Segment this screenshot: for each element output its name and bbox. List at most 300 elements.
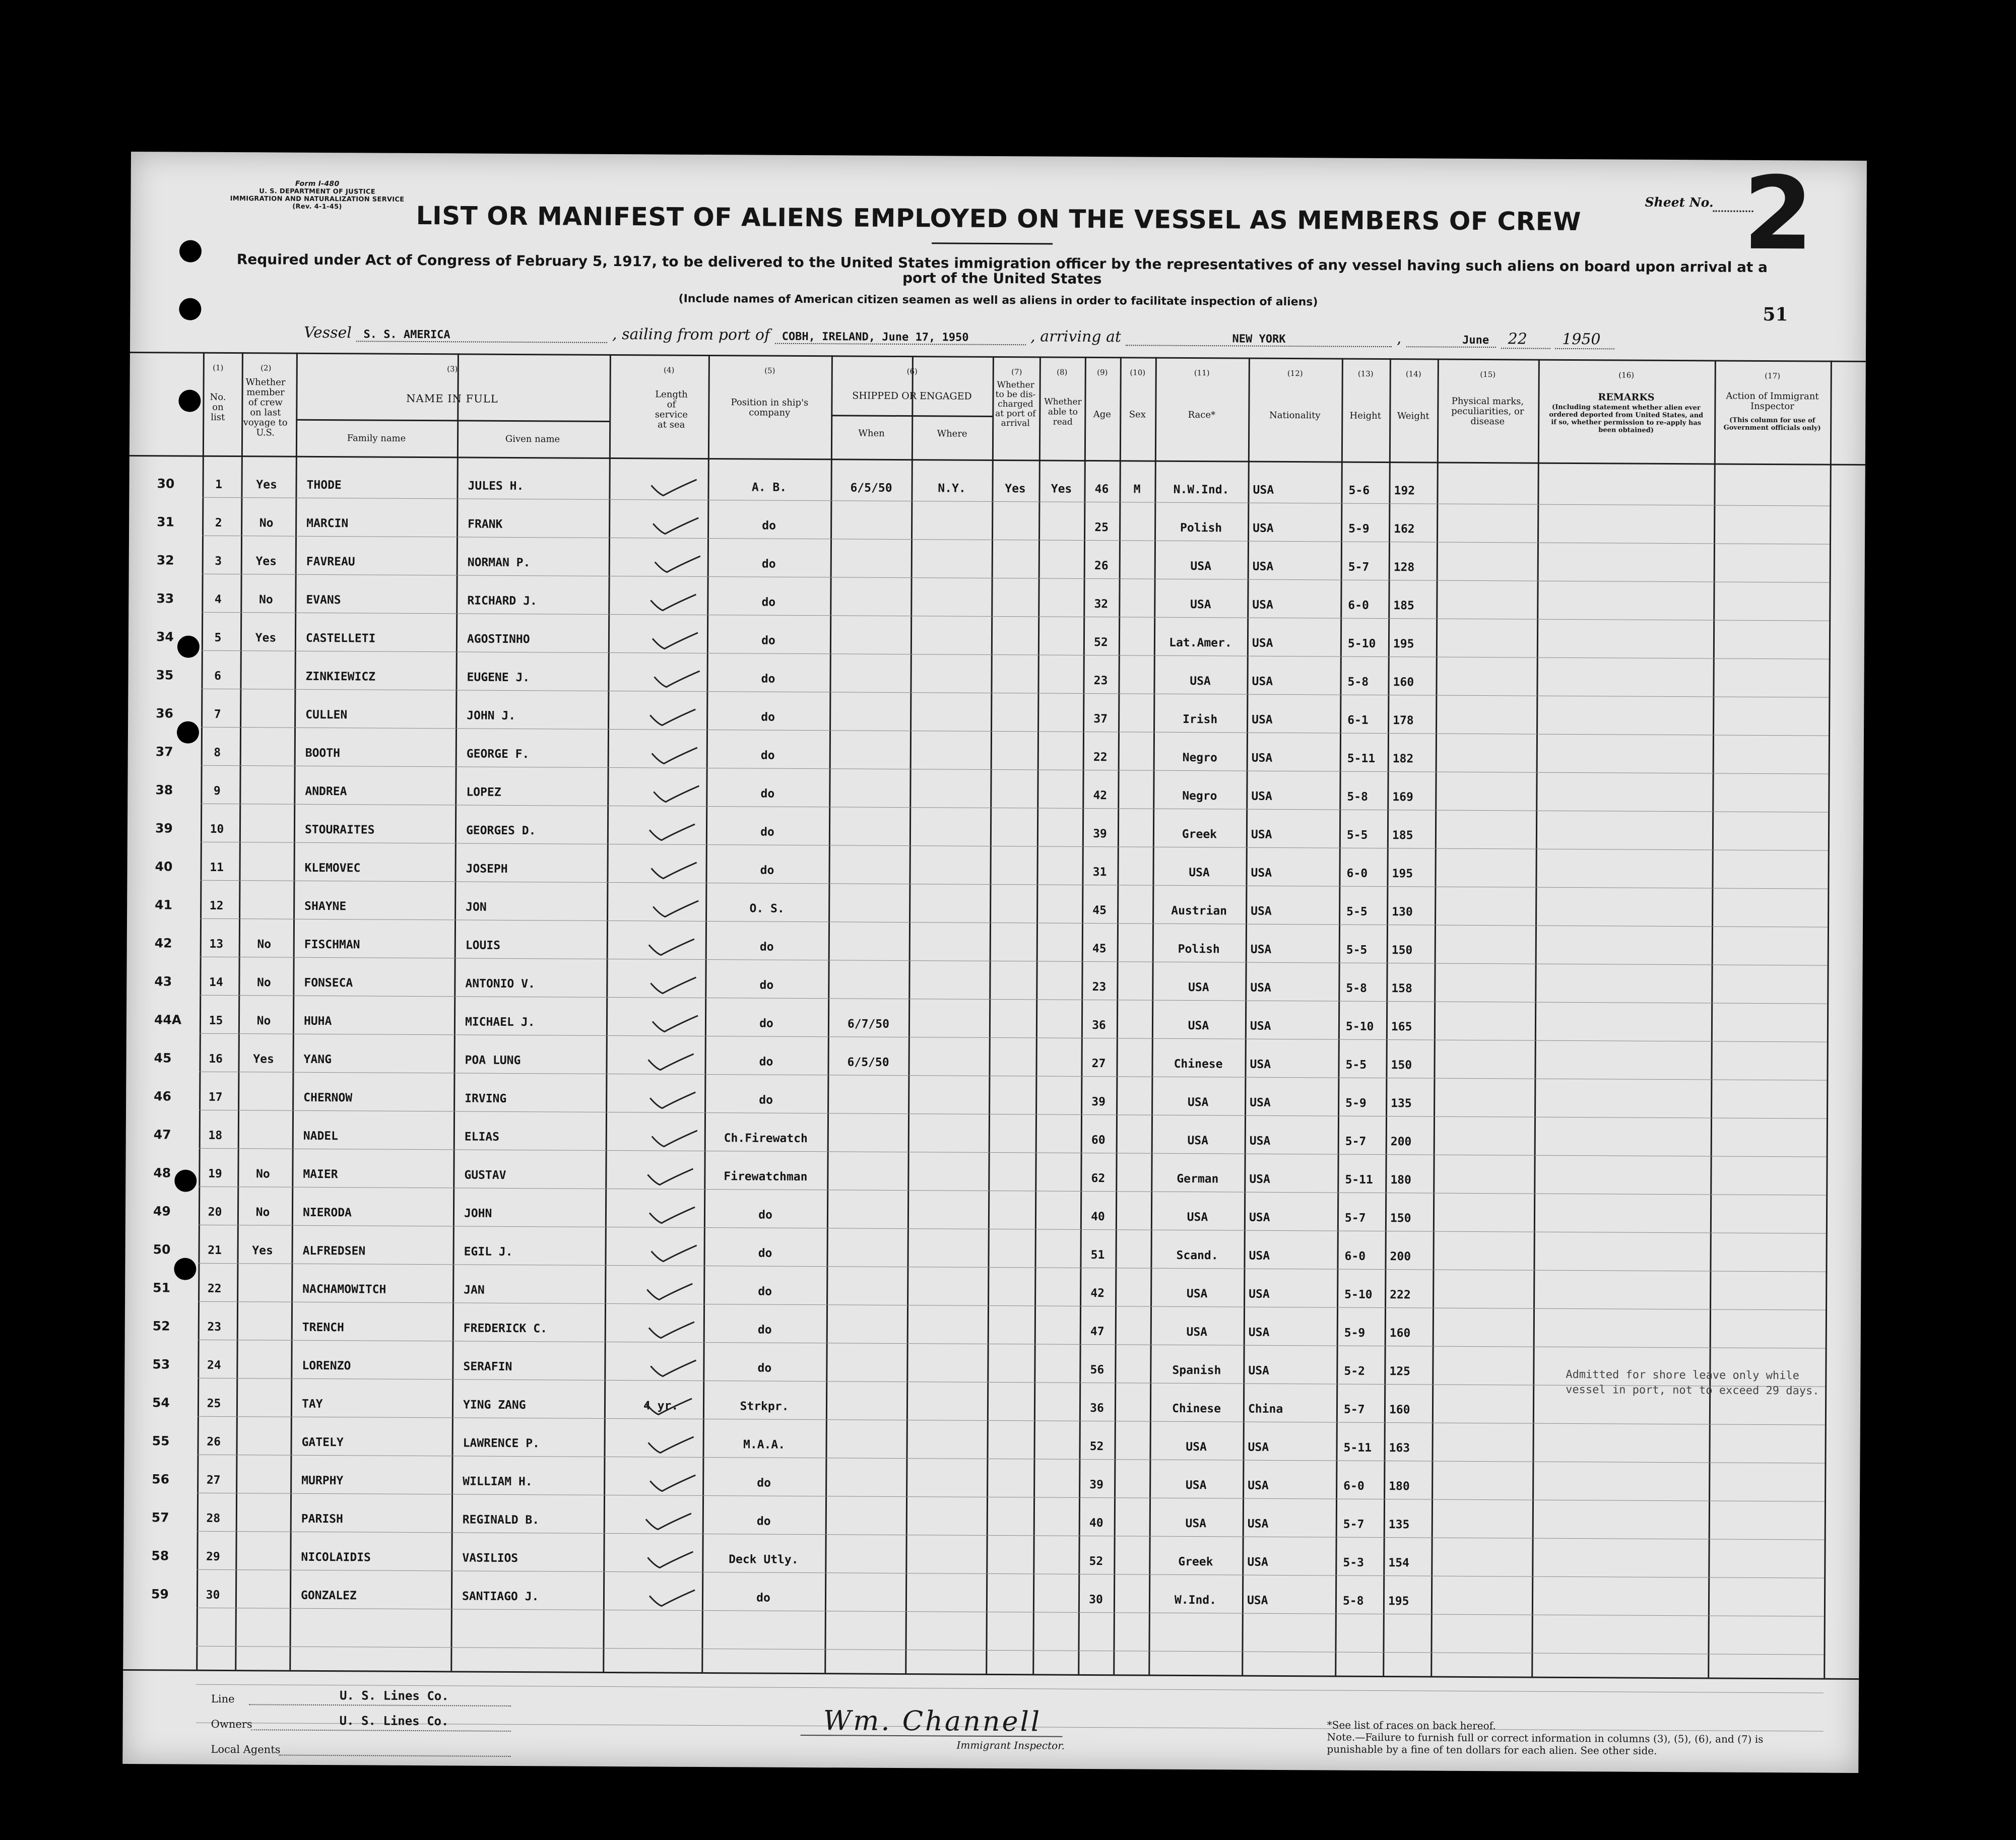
- cell-age: 62: [1091, 1171, 1105, 1186]
- cell-nat: USA: [1248, 1326, 1270, 1339]
- cell-no: 30: [206, 1588, 220, 1602]
- column-divider: [1430, 359, 1439, 1676]
- column-divider: [1148, 357, 1157, 1675]
- cell-age: 52: [1094, 636, 1108, 649]
- sheet-line-number: 50: [153, 1242, 171, 1257]
- cell-family: FAVREAU: [306, 555, 355, 569]
- cell-where: [910, 1069, 988, 1070]
- col-header-given-name: Given name: [505, 433, 560, 445]
- arrival-port: NEW YORK: [1126, 332, 1392, 347]
- cell-no: 4: [214, 593, 222, 606]
- cell-wt: 222: [1390, 1288, 1411, 1302]
- cell-family: MURPHY: [301, 1474, 344, 1488]
- cell-family: MARCIN: [306, 516, 349, 531]
- column-divider: [1824, 361, 1832, 1678]
- cell-no: 21: [208, 1243, 222, 1257]
- sheet-line-number: 34: [156, 629, 174, 644]
- sheet-line-number: 49: [153, 1204, 171, 1219]
- checkmark-icon: [644, 1167, 695, 1188]
- cell-ht: 5-5: [1346, 905, 1368, 918]
- cell-when: [830, 877, 908, 878]
- row-rule: [196, 1646, 1824, 1655]
- cell-age: 37: [1093, 712, 1108, 726]
- cell-when: [827, 1528, 905, 1529]
- cell-no: 16: [209, 1052, 223, 1066]
- cell-wt: 192: [1394, 484, 1415, 498]
- cell-given: REGINALD B.: [462, 1513, 540, 1527]
- cell-wt: 160: [1393, 676, 1414, 689]
- sheet-line-number: 54: [152, 1395, 170, 1410]
- cell-pos: Firewatchman: [724, 1170, 808, 1184]
- cell-ht: 5-7: [1343, 1518, 1364, 1531]
- col-header-race: Race*: [1188, 409, 1216, 421]
- cell-nat: USA: [1251, 866, 1272, 880]
- row-rule: [201, 765, 1829, 774]
- cell-no: 25: [207, 1397, 221, 1410]
- cell-nat: USA: [1247, 1555, 1269, 1569]
- col-header-family-name: Family name: [347, 433, 406, 444]
- cell-family: CULLEN: [305, 708, 348, 722]
- cell-given: LAWRENCE P.: [463, 1436, 540, 1451]
- cell-race: USA: [1190, 598, 1211, 612]
- column-divider: [450, 353, 459, 1671]
- cell-ht: 5-5: [1345, 1058, 1367, 1072]
- col-header-remarks-sub: (Including statement whether alien ever ordered deported from United States, and if so, whether permission to re-apply has been obtained): [1549, 403, 1704, 434]
- cell-family: HUHA: [303, 1014, 332, 1028]
- cell-race: USA: [1185, 1478, 1207, 1492]
- punch-hole: [179, 240, 202, 262]
- row-rule: [201, 804, 1828, 813]
- cell-sex: M: [1133, 483, 1141, 496]
- checkmark-icon: [649, 631, 700, 652]
- cell-nat: USA: [1249, 1287, 1270, 1301]
- cell-family: TRENCH: [302, 1321, 344, 1335]
- col-header-no: No. on list: [210, 391, 226, 423]
- cell-given: GUSTAV: [464, 1168, 506, 1182]
- column-divider: [1078, 357, 1086, 1674]
- column-divider: [824, 355, 833, 1673]
- cell-nat: USA: [1252, 560, 1274, 573]
- cell-pos: do: [761, 557, 776, 571]
- cell-when: [828, 1298, 906, 1299]
- col-header-weight: Weight: [1397, 411, 1429, 422]
- cell-nat: USA: [1247, 1517, 1269, 1531]
- sheet-line-number: 52: [152, 1319, 170, 1334]
- cell-ht: 5-7: [1345, 1135, 1367, 1148]
- cell-ht: 5-11: [1345, 1173, 1373, 1187]
- row-rule: [200, 995, 1827, 1004]
- sheet-line-number: 43: [154, 974, 172, 989]
- cell-given: ANTONIO V.: [465, 977, 535, 991]
- cell-wt: 160: [1389, 1327, 1411, 1340]
- cell-where: [909, 1107, 988, 1108]
- cell-race: German: [1177, 1172, 1219, 1186]
- cell-race: Negro: [1182, 789, 1217, 803]
- cell-where: [907, 1490, 986, 1491]
- column-divider: [235, 352, 243, 1670]
- line-value: U. S. Lines Co.: [339, 1688, 449, 1703]
- checkmark-icon: [643, 1512, 693, 1533]
- line-underline: [249, 1704, 511, 1706]
- cell-race: USA: [1186, 1440, 1207, 1454]
- cell-family: TAY: [301, 1397, 323, 1411]
- cell-last: No: [258, 593, 273, 607]
- cell-family: FONSECA: [304, 976, 353, 990]
- cell-last: No: [255, 1167, 270, 1181]
- cell-nat: USA: [1250, 1019, 1271, 1033]
- cell-age: 32: [1094, 598, 1109, 611]
- service: IMMIGRATION AND NATURALIZATION SERVICE: [230, 195, 405, 204]
- cell-when: [829, 1145, 907, 1146]
- cell-last: Yes: [256, 478, 277, 492]
- subtitle-note: (Include names of American citizen seamen as well as aliens in order to facilitate inspection of aliens): [678, 292, 1318, 309]
- checkmark-icon: [649, 1014, 700, 1035]
- checkmark-icon: [645, 1053, 695, 1073]
- cell-no: 26: [207, 1435, 221, 1449]
- checkmark-icon: [644, 1282, 694, 1303]
- row-rule: [197, 1569, 1824, 1579]
- cell-wt: 195: [1392, 867, 1413, 881]
- cell-last: Yes: [253, 1053, 274, 1066]
- cell-nat: USA: [1250, 943, 1272, 956]
- cell-age: 26: [1094, 559, 1109, 573]
- col11-number: (11): [1194, 368, 1210, 378]
- cell-no: 19: [208, 1167, 222, 1180]
- col9-number: (9): [1097, 368, 1108, 377]
- column-divider: [603, 354, 611, 1672]
- cell-age: 45: [1092, 903, 1107, 917]
- checkmark-icon: [647, 1474, 697, 1494]
- cell-pos: Strkpr.: [740, 1400, 789, 1413]
- cell-wt: 150: [1390, 1212, 1411, 1225]
- cell-wt: 169: [1392, 791, 1413, 804]
- cell-given: VASILIOS: [462, 1551, 518, 1565]
- col-header-age: Age: [1093, 409, 1111, 420]
- cell-pos: O. S.: [749, 902, 785, 915]
- checkmark-icon: [651, 784, 701, 805]
- cell-age: 39: [1089, 1478, 1104, 1492]
- cell-no: 20: [208, 1205, 222, 1219]
- cell-race: N.W.Ind.: [1173, 483, 1229, 497]
- cell-last: Yes: [255, 631, 277, 645]
- sheet-line-number: 48: [153, 1165, 171, 1180]
- voyage-info: Vessel S. S. AMERICA , sailing from port of COBH, IRELAND, June 17, 1950 , arriving at NEW YORK , June 22 1950: [304, 324, 1614, 351]
- row-rule: [202, 612, 1829, 621]
- cell-wt: 130: [1392, 905, 1413, 919]
- cell-wt: 180: [1389, 1480, 1410, 1493]
- cell-read: Yes: [1051, 482, 1072, 496]
- column-divider: [1335, 358, 1343, 1676]
- cell-no: 7: [214, 707, 221, 721]
- cell-pos: Ch.Firewatch: [724, 1132, 808, 1146]
- sheet-line-number: 36: [156, 706, 174, 721]
- checkmark-icon: [646, 1589, 697, 1609]
- cell-family: BOOTH: [305, 746, 341, 760]
- row-rule: [201, 727, 1829, 736]
- cell-no: 29: [206, 1550, 220, 1563]
- cell-wt: 200: [1390, 1250, 1411, 1264]
- cell-no: 23: [207, 1320, 222, 1334]
- cell-where: [909, 1184, 987, 1185]
- sheet-line-number: 31: [157, 514, 175, 530]
- cell-nat: USA: [1249, 1134, 1271, 1148]
- cell-where: [909, 1222, 987, 1223]
- sheet-line-number: 46: [154, 1089, 172, 1104]
- cell-pos: do: [759, 1017, 773, 1030]
- cell-no: 15: [209, 1014, 223, 1027]
- row-rule: [200, 918, 1828, 928]
- cell-pos: A. B.: [751, 481, 787, 494]
- col-header-sex: Sex: [1129, 409, 1146, 420]
- cell-nat: USA: [1250, 1096, 1271, 1109]
- cell-race: USA: [1186, 1325, 1208, 1339]
- col13-number: (13): [1357, 369, 1374, 378]
- cell-nat: USA: [1252, 713, 1273, 727]
- agents-underline: [279, 1755, 510, 1757]
- cell-age: 25: [1094, 521, 1109, 535]
- cell-ht: 6-0: [1343, 1479, 1364, 1493]
- cell-given: WILLIAM H.: [463, 1475, 533, 1489]
- cell-no: 14: [209, 975, 223, 989]
- cell-ht: 5-11: [1343, 1441, 1372, 1455]
- cell-age: 30: [1089, 1593, 1103, 1607]
- cell-wt: 178: [1393, 714, 1414, 728]
- cell-pos: do: [760, 749, 775, 762]
- cell-age: 40: [1089, 1516, 1103, 1530]
- cell-pos: do: [761, 634, 775, 647]
- cell-age: 22: [1093, 750, 1108, 764]
- cell-wt: 165: [1391, 1020, 1412, 1034]
- table-bottom-border: [123, 1669, 1859, 1680]
- column-divider: [1242, 358, 1250, 1675]
- col-header-last-voyage: Whether member of crew on last voyage to U.S.: [243, 377, 288, 438]
- cell-given: RICHARD J.: [467, 594, 537, 608]
- cell-age: 27: [1091, 1057, 1106, 1071]
- sheet-line-number: 47: [153, 1127, 171, 1142]
- cell-given: JOHN J.: [467, 709, 516, 722]
- cell-race: USA: [1185, 1517, 1207, 1531]
- cell-age: 39: [1093, 827, 1107, 841]
- cell-age: 39: [1091, 1095, 1106, 1109]
- cell-nat: USA: [1253, 521, 1274, 535]
- sheet-line-number: 30: [157, 476, 175, 491]
- col-header-discharged: Whether to be dis-charged at port of arrival: [995, 379, 1036, 429]
- cell-nat: USA: [1252, 598, 1273, 612]
- cell-ht: 5-9: [1345, 1096, 1367, 1110]
- col-header-name: NAME IN FULL: [406, 392, 498, 405]
- cell-race: W.Ind.: [1174, 1593, 1217, 1607]
- checkmark-icon: [644, 1550, 695, 1571]
- checkmark-icon: [647, 976, 698, 997]
- cell-no: 6: [214, 669, 222, 683]
- row-rule: [198, 1340, 1826, 1349]
- cell-given: YING ZANG: [463, 1398, 526, 1412]
- cell-family: YANG: [303, 1053, 332, 1067]
- cell-nat: USA: [1248, 1440, 1269, 1454]
- column-divider: [289, 353, 298, 1670]
- col16-number: (16): [1618, 370, 1635, 380]
- cell-where: [908, 1375, 986, 1376]
- cell-when: [826, 1566, 904, 1567]
- cell-ht: 5-3: [1343, 1556, 1364, 1569]
- cell-pos: do: [760, 787, 775, 801]
- cell-age: 42: [1093, 788, 1108, 803]
- column-divider: [1531, 359, 1540, 1677]
- checkmark-icon: [652, 555, 702, 575]
- cell-when: [831, 724, 909, 725]
- cell-nat: USA: [1248, 1479, 1269, 1492]
- row-rule: [202, 497, 1830, 506]
- cell-nat: USA: [1251, 904, 1272, 918]
- row-rule: [202, 574, 1830, 583]
- cell-given: POA LUNG: [465, 1054, 521, 1068]
- sailing-label: , sailing from port of: [612, 325, 770, 344]
- cell-race: Negro: [1182, 751, 1217, 765]
- cell-ht: 6-0: [1346, 867, 1368, 880]
- inspector-signature: Wm. Channell: [823, 1704, 1042, 1738]
- cell-no: 1: [215, 478, 223, 491]
- arrival-day: 22: [1501, 330, 1550, 349]
- sheet-line-number: 45: [154, 1050, 172, 1066]
- cell-ht: 5-8: [1347, 790, 1368, 804]
- row-rule: [202, 650, 1829, 660]
- cell-when: [830, 915, 908, 916]
- checkmark-icon: [651, 670, 701, 690]
- cell-last: Yes: [252, 1244, 273, 1258]
- cell-race: Polish: [1180, 521, 1222, 535]
- cell-family: CASTELLETI: [305, 631, 376, 645]
- cell-age: 42: [1090, 1286, 1105, 1300]
- cell-no: 11: [210, 861, 224, 874]
- line-label: Line: [211, 1692, 235, 1705]
- footer-note: [1327, 1719, 1820, 1757]
- cell-nat: China: [1248, 1402, 1283, 1416]
- row-rule: [198, 1263, 1826, 1272]
- cell-ht: 5-8: [1347, 675, 1369, 689]
- cell-ht: 5-7: [1343, 1403, 1365, 1416]
- cell-when: [828, 1260, 906, 1261]
- cell-race: Austrian: [1171, 904, 1227, 918]
- cell-wt: 185: [1392, 829, 1413, 842]
- races-note: *See list of races on back hereof.: [1327, 1719, 1496, 1732]
- cell-ht: 5-7: [1344, 1211, 1366, 1225]
- row-rule: [199, 1187, 1826, 1196]
- cell-where: [911, 839, 989, 840]
- checkmark-icon: [647, 708, 697, 729]
- cell-last: No: [256, 976, 271, 990]
- cell-family: THODE: [306, 478, 342, 492]
- cell-when: [827, 1413, 905, 1414]
- cell-no: 9: [213, 784, 221, 798]
- cell-when: [829, 992, 907, 993]
- column-divider: [196, 352, 205, 1670]
- department: U. S. DEPARTMENT OF JUSTICE: [259, 187, 376, 196]
- cell-pos: do: [758, 1246, 772, 1260]
- sheet-line-number: 59: [151, 1587, 169, 1602]
- sheet-line-number: 44A: [154, 1012, 182, 1027]
- sheet-line-number: 56: [152, 1472, 170, 1487]
- cell-no: 3: [215, 554, 222, 568]
- checkmark-icon: [647, 1091, 697, 1111]
- cell-family: KLEMOVEC: [304, 861, 361, 875]
- cell-when: 6/5/50: [847, 1056, 889, 1069]
- cell-last: No: [256, 1014, 271, 1028]
- arrival-year: 1950: [1555, 331, 1614, 350]
- cell-ht: 5-9: [1348, 522, 1370, 536]
- cell-age: 36: [1090, 1401, 1104, 1415]
- column-divider: [1032, 356, 1041, 1674]
- row-rule: [201, 842, 1828, 851]
- column-divider: [986, 356, 994, 1674]
- checkmark-icon: [646, 938, 696, 958]
- cell-pos: do: [757, 1476, 771, 1490]
- cell-family: GATELY: [301, 1435, 344, 1450]
- cell-ht: 6-0: [1344, 1250, 1366, 1263]
- cell-ht: 5-5: [1346, 943, 1368, 957]
- title-underline: [932, 242, 1053, 244]
- agents-label: Local Agents: [211, 1743, 281, 1756]
- cell-ht: 5-10: [1347, 637, 1376, 650]
- cell-nat: USA: [1248, 1364, 1269, 1377]
- row-rule: [202, 536, 1830, 545]
- cell-age: 23: [1092, 980, 1107, 994]
- cell-race: Spanish: [1172, 1363, 1221, 1377]
- cell-when: 6/5/50: [850, 481, 892, 495]
- checkmark-icon: [648, 1244, 698, 1265]
- cell-no: 27: [206, 1473, 221, 1487]
- cell-where: N.Y.: [938, 482, 966, 495]
- cell-ht: 5-5: [1346, 828, 1368, 842]
- cell-given: GEORGES D.: [466, 824, 536, 838]
- row-rule: [199, 1225, 1826, 1234]
- table-top-border: [130, 352, 1866, 362]
- col-header-read: Whether able to read: [1044, 397, 1082, 427]
- inspector-label: Immigrant Inspector.: [956, 1739, 1065, 1752]
- column-divider: [1383, 358, 1391, 1676]
- cell-race: Chinese: [1172, 1402, 1221, 1416]
- row-rule: [201, 689, 1829, 698]
- cell-nat: USA: [1253, 483, 1274, 497]
- cell-age: 52: [1089, 1439, 1104, 1454]
- cell-ht: 5-10: [1345, 1020, 1374, 1033]
- page-reference: 51: [1763, 303, 1788, 325]
- cell-given: FRANK: [468, 517, 503, 531]
- col-header-remarks: REMARKS: [1598, 391, 1655, 403]
- cell-ht: 5-11: [1347, 752, 1376, 765]
- col2-number: (2): [261, 363, 272, 373]
- checkmark-icon: [646, 1321, 696, 1341]
- col-header-service: Length of service at sea: [655, 389, 688, 430]
- sheet-line-number: 58: [151, 1548, 169, 1563]
- col-header-when: When: [858, 428, 885, 439]
- col-header-nationality: Nationality: [1269, 410, 1321, 421]
- col6-number: (6): [906, 367, 918, 376]
- cell-no: 18: [208, 1129, 223, 1142]
- col17-number: (17): [1765, 371, 1781, 381]
- cell-no: 22: [207, 1282, 222, 1295]
- sheet-line-number: 35: [156, 668, 174, 683]
- cell-pos: do: [759, 1093, 773, 1107]
- cell-where: [908, 1452, 986, 1453]
- penalty-note: Note.—Failure to furnish full or correct information in columns (3), (5), (6), and (7) is punishable by a fine of ten dollars for each alien. See other side.: [1327, 1731, 1764, 1757]
- cell-family: ZINKIEWICZ: [305, 670, 376, 684]
- row-rule: [198, 1301, 1826, 1310]
- subtitle: Required under Act of Congress of February 5, 1917, to be delivered to the United States immigration officer by the representatives of any vessel having such aliens on board upon arrival at a port of the United States: [236, 251, 1768, 288]
- cell-ht: 6-0: [1348, 599, 1369, 612]
- cell-pos: do: [757, 1361, 772, 1375]
- cell-family: EVANS: [306, 593, 341, 607]
- col-header-action-sub: (This column for use of Government officials only): [1723, 416, 1821, 432]
